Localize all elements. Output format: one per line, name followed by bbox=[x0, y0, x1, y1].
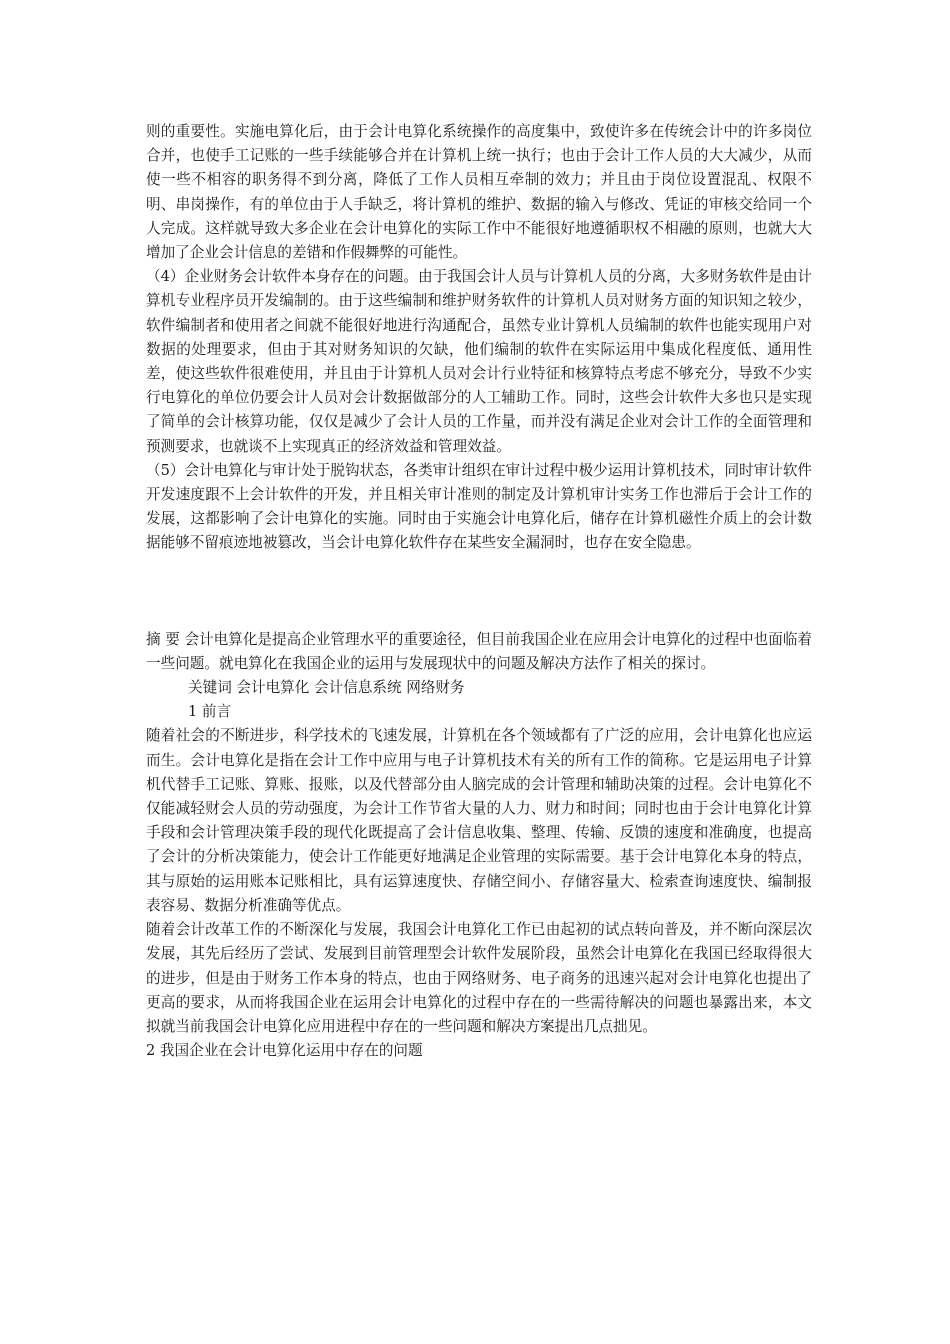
intro-paragraph-1: 随着社会的不断进步，科学技术的飞速发展，计算机在各个领域都有了广泛的应用，会计电算化也应运而生。会计电算化是指在会计工作中应用与电子计算机技术有关的所有工作的简称。它是运用电子计算机代替手工记账、算账、报账，以及代替部分由人脑完成的会计管理和辅助决策的过程。会计电算化不仅能减轻财会人员的劳动强度，为会计工作节省大量的人力、财力和时间；同时也由于会计电算化计算手段和会计管理决策手段的现代化既提高了会计信息收集、整理、传输、反馈的速度和准确度，也提高了会计的分析决策能力，使会计工作能更好地满足企业管理的实际需要。基于会计电算化本身的特点，其与原始的运用账本记账相比，具有运算速度快、存储空间小、存储容量大、检索查询速度快、编制报表容易、数据分析准确等优点。 bbox=[146, 727, 812, 914]
heading-section-2: 2 我国企业在会计电算化运用中存在的问题 bbox=[146, 1042, 423, 1060]
keywords-line: 关键词 会计电算化 会计信息系统 网络财务 bbox=[188, 679, 465, 697]
paragraph-item-5: （5）会计电算化与审计处于脱钩状态，各类审计组织在审计过程中极少运用计算机技术，同时审计软件开发速度跟不上会计软件的开发，并且相关审计准则的制定及计算机审计实务工作也滞后于会计工作的发展，这都影响了会计电算化的实施。同时由于实施会计电算化后，储存在计算机磁性介质上的会计数据能够不留痕迹地被篡改，当会计电算化软件存在某些安全漏洞时，也存在安全隐患。 bbox=[146, 461, 813, 552]
section-spacer bbox=[146, 556, 812, 628]
heading-introduction: 1 前言 bbox=[188, 703, 232, 721]
paragraph-item-4: （4）企业财务会计软件本身存在的问题。由于我国会计人员与计算机人员的分离，大多财务软件是由计算机专业程序员开发编制的。由于这些编制和维护财务软件的计算机人员对财务方面的知识知之较少，软件编制者和使用者之间就不能很好地进行沟通配合，虽然专业计算机人员编制的软件也能实现用户对数据的处理要求，但由于其对财务知识的欠缺，他们编制的软件在实际运用中集成化程度低、通用性差，使这些软件很难使用，并且由于计算机人员对会计行业特征和核算特点考虑不够充分，导致不少实行电算化的单位仍要会计人员对会计数据做部分的人工辅助工作。同时，这些会计软件大多也只是实现了简单的会计核算功能，仅仅是减少了会计人员的工作量，而并没有满足企业对会计工作的全面管理和预测要求，也就谈不上实现真正的经济效益和管理效益。 bbox=[146, 268, 813, 455]
paragraph-continued: 则的重要性。实施电算化后，由于会计电算化系统操作的高度集中，致使许多在传统会计中的许多岗位合并，也使手工记账的一些手续能够合并在计算机上统一执行；也由于会计工作人员的大大减少，从而使一些不相容的职务得不到分离，降低了工作人员相互牵制的效力；并且由于岗位设置混乱、权限不明、串岗操作，有的单位由于人手缺乏，将计算机的维护、数据的输入与修改、凭证的审核交给同一个人完成。这样就导致大多企业在会计电算化的实际工作中不能很好地遵循职权不相融的原则，也就大大增加了企业会计信息的差错和作假舞弊的可能性。 bbox=[146, 123, 812, 262]
document-body bbox=[146, 120, 812, 1063]
intro-paragraph-2: 随着会计改革工作的不断深化与发展，我国会计电算化工作已由起初的试点转向普及，并不断向深层次发展，其先后经历了尝试、发展到目前管理型会计软件发展阶段，虽然会计电算化在我国已经取得很大的进步，但是由于财务工作本身的特点，也由于网络财务、电子商务的迅速兴起对会计电算化也提出了更高的要求，从而将我国企业在运用会计电算化的过程中存在的一些需待解决的问题也暴露出来，本文拟就当前我国会计电算化应用进程中存在的一些问题和解决方案提出几点拙见。 bbox=[146, 921, 812, 1035]
abstract-paragraph: 摘 要 会计电算化是提高企业管理水平的重要途径，但目前我国企业在应用会计电算化的过程中也面临着一些问题。就电算化在我国企业的运用与发展现状中的问题及解决方法作了相关的探讨。 bbox=[146, 630, 813, 672]
